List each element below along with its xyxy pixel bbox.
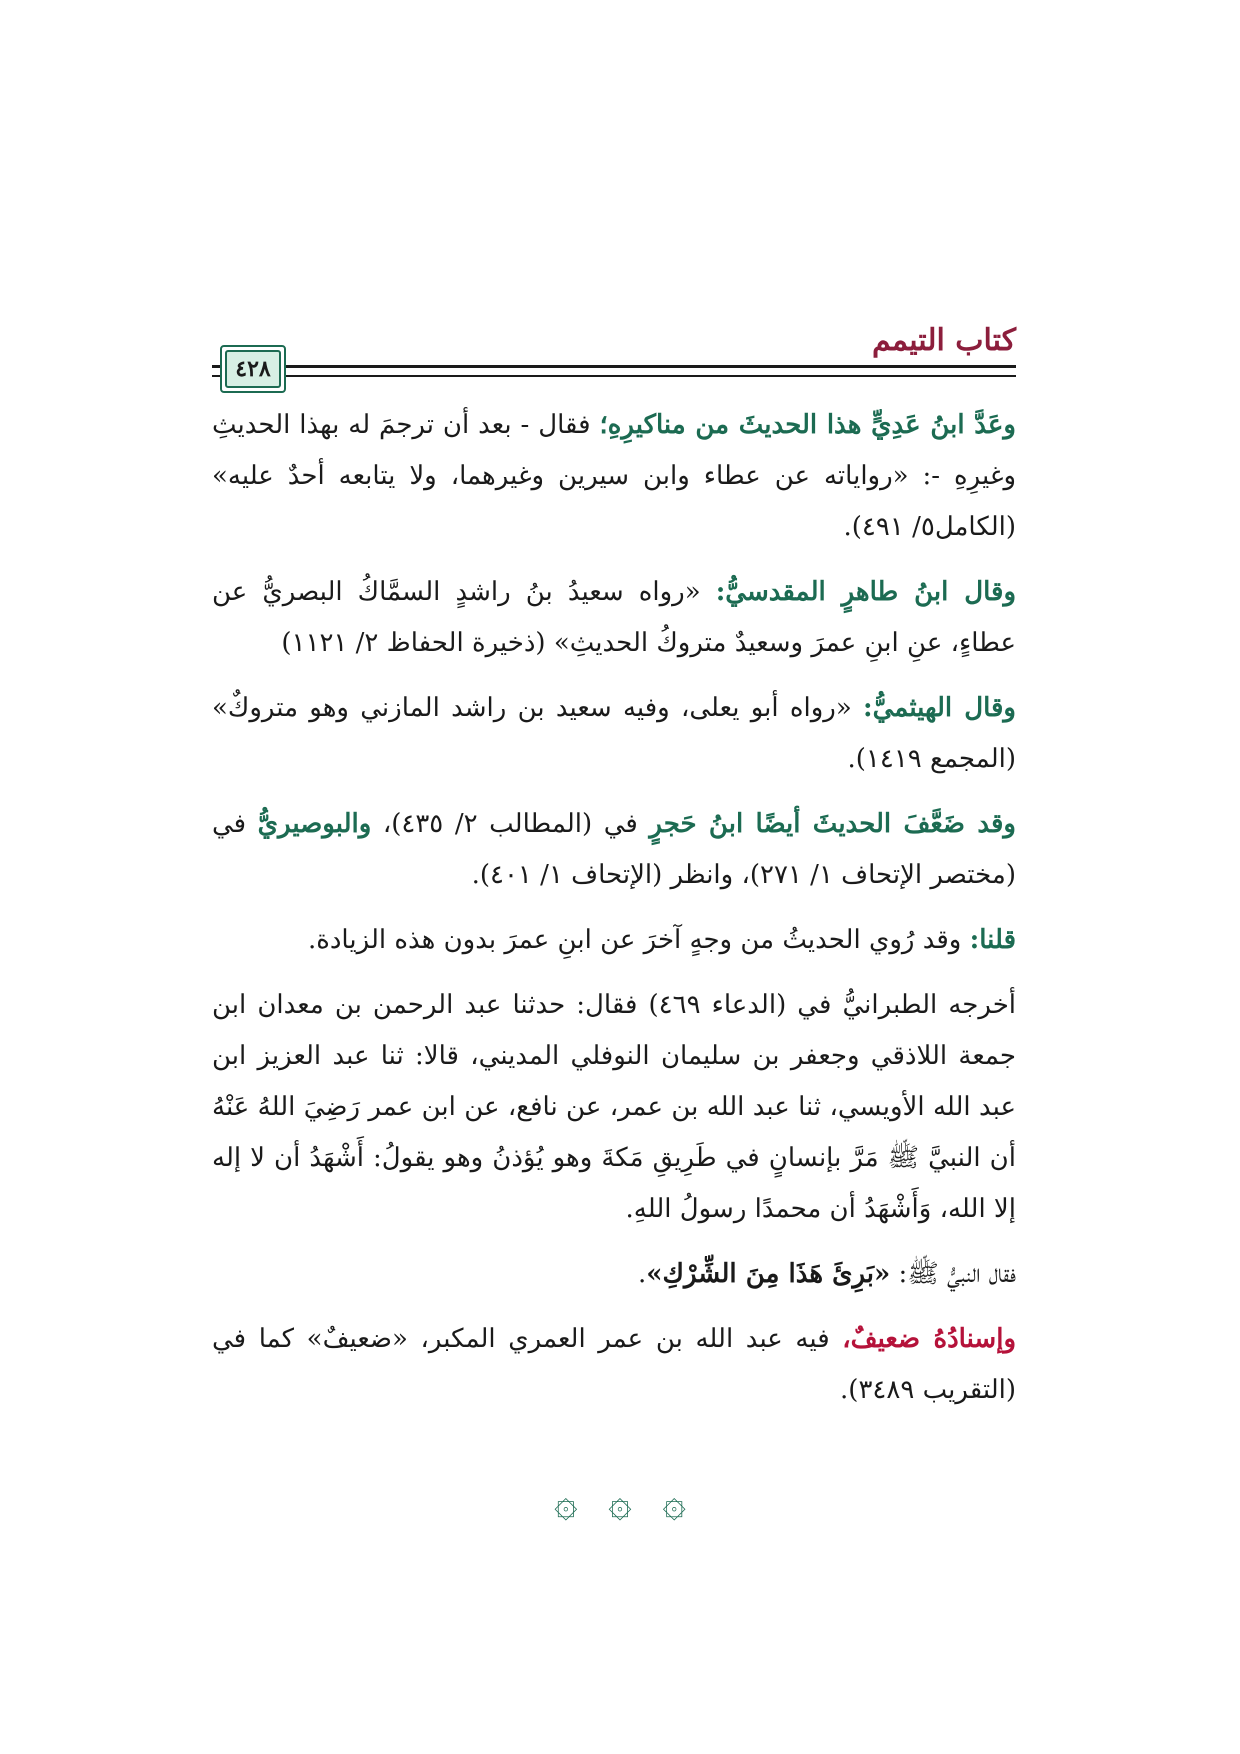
page-header: [212, 305, 1016, 391]
ornament-icon: ۞: [554, 1480, 578, 1526]
paragraph-qulna: [212, 915, 1016, 966]
page-number: ٤٢٨: [225, 350, 281, 388]
paragraph-ibn-adi: [212, 400, 1016, 553]
paragraph-text: وقد رُوي الحديثُ من وجهٍ آخرَ عن ابنِ عمرَ بدون هذه الزيادة.: [307, 925, 970, 955]
paragraph-isnad: [212, 1314, 1016, 1416]
paragraph-text: «رواه سعيدُ بنُ راشدٍ السمَّاكُ البصريُّ عن عطاءٍ، عنِ ابنِ عمرَ وسعيدٌ متروكُ الحديثِ» (ذخيرة الحفاظ ٢/ ١١٢١): [212, 577, 1016, 658]
section-ornaments: [0, 1480, 1240, 1526]
paragraph-text: أخرجه الطبرانيُّ في (الدعاء ٤٦٩) فقال: حدثنا عبد الرحمن بن معدان ابن جمعة اللاذقي وجعفر بن سليمان النوفلي المديني، قالا: ثنا عبد العزيز ابن عبد الله الأويسي، ثنا عبد الله بن عمر، عن نافع، عن ابن عمر رَضِيَ اللهُ عَنْهُ أن النبيَّ ﷺ مَرَّ بإنسانٍ في طَرِيقِ مَكةَ وهو يُؤذنُ وهو يقولُ: أَشْهَدُ أن لا إله إلا الله، وَأَشْهَدُ أن محمدًا رسولُ اللهِ.: [212, 990, 1016, 1224]
paragraph-ibn-hajar: [212, 799, 1016, 901]
header-rule-bottom: [212, 375, 1016, 377]
paragraph-text: فقال النبيُّ ﷺ:: [890, 1259, 1016, 1289]
paragraph-ibn-tahir: [212, 567, 1016, 669]
paragraph-text: «رواه أبو يعلى، وفيه سعيد بن راشد المازني وهو متروكٌ» (المجمع ١٤١٩).: [212, 693, 1016, 774]
paragraph-text: في (المطالب ٢/ ٤٣٥)،: [371, 809, 650, 839]
paragraph-text-secondary: في (مختصر الإتحاف ١/ ٢٧١)، وانظر (الإتحاف ١/ ٤٠١).: [212, 809, 1016, 890]
paragraph-text: فيه عبد الله بن عمر العمري المكبر، «ضعيفٌ» كما في (التقريب ٣٤٨٩).: [212, 1324, 1016, 1405]
paragraph-lead: وقال الهيثميُّ:: [863, 693, 1016, 723]
paragraph-lead: وقال ابنُ طاهرٍ المقدسيُّ:: [715, 577, 1017, 607]
page-body: [212, 400, 1016, 1430]
ornament-icon: ۞: [662, 1480, 686, 1526]
paragraph-tabarani: [212, 980, 1016, 1235]
ornament-icon: ۞: [608, 1480, 632, 1526]
paragraph-haythami: [212, 683, 1016, 785]
paragraph-prophet-saying: [212, 1249, 1016, 1300]
page-number-frame: [220, 345, 286, 393]
paragraph-text-end: .: [638, 1259, 647, 1289]
paragraph-lead: وعَدَّ ابنُ عَدِيٍّ هذا الحديثَ من مناكيرِهِ؛: [599, 410, 1016, 440]
paragraph-lead: وإسنادُهُ ضعيفٌ،: [842, 1324, 1017, 1354]
hadith-quote: «بَرِئَ هَذَا مِنَ الشِّرْكِ»: [646, 1259, 891, 1289]
paragraph-lead: وقد ضَعَّفَ الحديثَ أيضًا ابنُ حَجرٍ: [649, 809, 1016, 839]
paragraph-text: فقال - بعد أن ترجمَ له بهذا الحديثِ وغيرِهِ -: «رواياته عن عطاء وابن سيرين وغيرهما، ولا يتابعه أحدٌ عليه» (الكامل٥/ ٤٩١).: [212, 410, 1016, 542]
book-title: كتاب التيمم: [871, 323, 1016, 358]
paragraph-lead-secondary: والبوصيريُّ: [257, 809, 372, 839]
header-rule-top: [212, 365, 1016, 368]
paragraph-lead: قلنا:: [969, 925, 1016, 955]
